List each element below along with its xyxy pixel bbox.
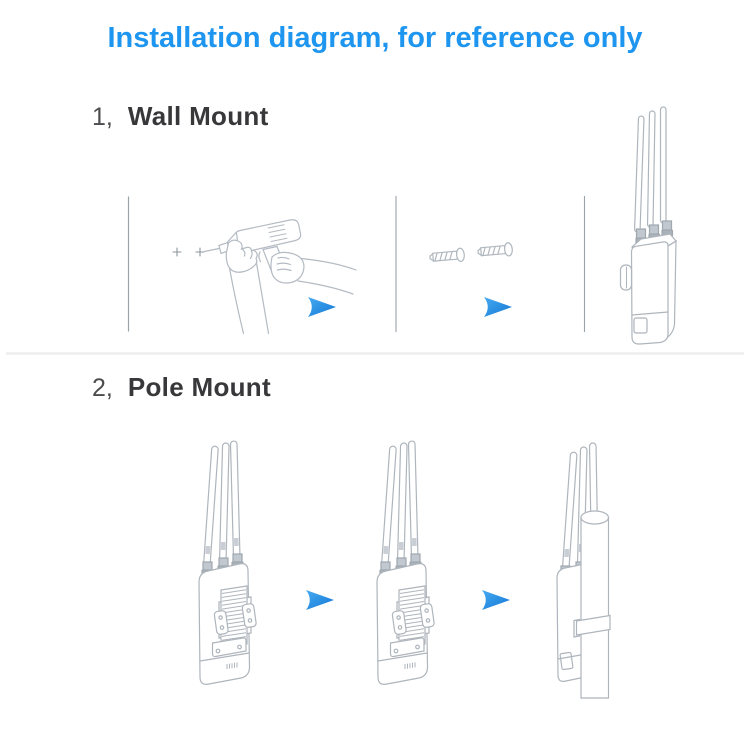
step-arrow-icon <box>306 590 334 610</box>
left-hand <box>226 240 268 334</box>
section-number: 1, <box>92 103 113 131</box>
section-label: Wall Mount <box>127 101 269 131</box>
wall-mount-step1-illustration <box>129 197 365 334</box>
screw-icon <box>429 248 464 264</box>
screw-icon <box>477 242 512 258</box>
step-arrow-icon <box>484 297 512 317</box>
pole-mount-step2-illustration <box>377 441 435 684</box>
drill-mark-crosses <box>173 248 204 256</box>
section-label: Pole Mount <box>127 372 271 402</box>
page-title: Installation diagram, for reference only <box>107 22 643 54</box>
right-hand <box>271 252 365 296</box>
step-arrow-icon <box>308 297 336 317</box>
pole-mount-step3-illustration <box>557 443 610 698</box>
section-number: 2, <box>92 374 113 402</box>
step-arrow-icon <box>482 590 510 610</box>
wall-mount-device-illustration <box>621 107 677 344</box>
wall-mount-step2-illustration <box>429 242 512 264</box>
pole <box>581 511 609 698</box>
pole-mount-step1-illustration <box>199 441 257 684</box>
